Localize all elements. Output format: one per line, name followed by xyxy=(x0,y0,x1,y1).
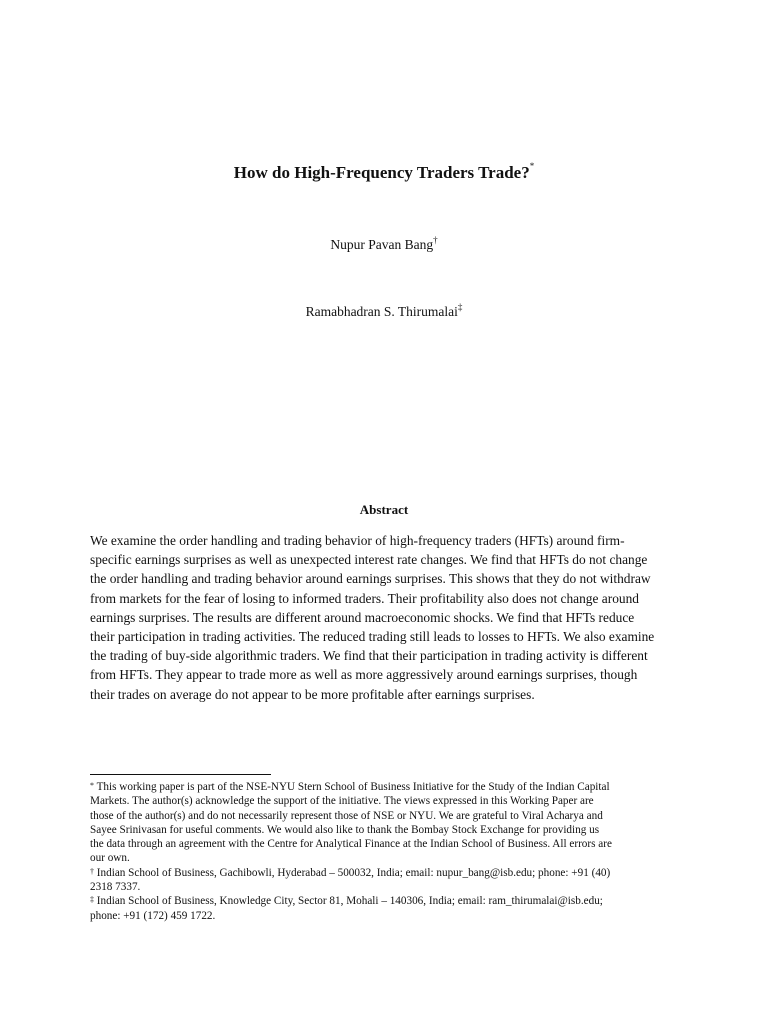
author-2 xyxy=(0,304,768,320)
abstract-line: from markets for the fear of losing to informed traders. Their profitability also does not change around xyxy=(90,590,639,606)
abstract-line: their participation in trading activities. The reduced trading still leads to losses to HFTs. We also examine xyxy=(90,629,655,645)
footnotes xyxy=(90,780,682,923)
footnote-funding xyxy=(90,780,682,866)
title-footnote-marker: * xyxy=(529,161,535,171)
abstract-line: earnings surprises. The results are different around macroeconomic shocks. We find that HFTs reduce xyxy=(90,609,635,625)
author-2-name: Ramabhadran S. Thirumalai xyxy=(305,304,458,319)
paper-title-text: How do High-Frequency Traders Trade? xyxy=(233,163,530,182)
footnote-text: Indian School of Business, Gachibowli, Hyderabad – 500032, India; email: nupur_bang@isb.edu; phone: +91 (40) xyxy=(94,866,611,879)
footnote-line: Markets. The author(s) acknowledge the support of the initiative. The views expressed in this Working Paper are xyxy=(90,795,594,808)
abstract-body xyxy=(90,531,670,704)
footnote-marker: ‡ xyxy=(90,895,94,905)
abstract-line: specific earnings surprises as well as unexpected interest rate changes. We find that HFTs do not change xyxy=(90,552,648,568)
footnote-text: Indian School of Business, Knowledge City, Sector 81, Mohali – 140306, India; email: ram_thirumalai@isb.edu; xyxy=(94,895,603,908)
abstract-line: from HFTs. They appear to trade more as well as more aggressively around earnings surprises, though xyxy=(90,667,638,683)
footnote-marker: * xyxy=(90,781,94,790)
footnote-line: our own. xyxy=(90,852,130,865)
footnote-text: This working paper is part of the NSE-NYU Stern School of Business Initiative for the Study of the Indian Capital xyxy=(94,781,610,793)
footnote-line: those of the author(s) and do not necessarily represent those of NSE or NYU. We are grateful to Viral Acharya and xyxy=(90,809,603,822)
footnote-line xyxy=(90,866,682,880)
footnote-line xyxy=(90,894,682,908)
author-1 xyxy=(0,237,768,253)
paper-title xyxy=(0,163,768,183)
abstract-line: the trading of buy-side algorithmic traders. We find that their participation in trading activity is different xyxy=(90,648,648,664)
footnote-line: phone: +91 (172) 459 1722. xyxy=(90,909,216,922)
abstract-heading: Abstract xyxy=(359,502,409,517)
footnote-marker: † xyxy=(90,866,94,876)
abstract-line: their trades on average do not appear to be more profitable after earnings surprises. xyxy=(90,686,535,702)
author-1-name: Nupur Pavan Bang xyxy=(330,237,434,252)
footnote-line xyxy=(90,780,682,794)
author-2-footnote-marker: ‡ xyxy=(457,302,463,312)
author-1-footnote-marker: † xyxy=(433,235,438,245)
abstract-line: We examine the order handling and trading behavior of high-frequency traders (HFTs) around firm- xyxy=(90,533,625,548)
footnote-author-1 xyxy=(90,866,682,895)
footnote-divider xyxy=(90,774,271,775)
footnote-line: 2318 7337. xyxy=(90,881,141,894)
abstract-line: the order handling and trading behavior around earnings surprises. This shows that they do not withdraw xyxy=(90,571,651,587)
footnote-author-2 xyxy=(90,894,682,923)
footnote-line: the data through an agreement with the Centre for Analytical Finance at the Indian School of Business. All errors are xyxy=(90,838,612,851)
footnote-line: Sayee Srinivasan for useful comments. We would also like to thank the Bombay Stock Exchange for providing us xyxy=(90,823,600,836)
